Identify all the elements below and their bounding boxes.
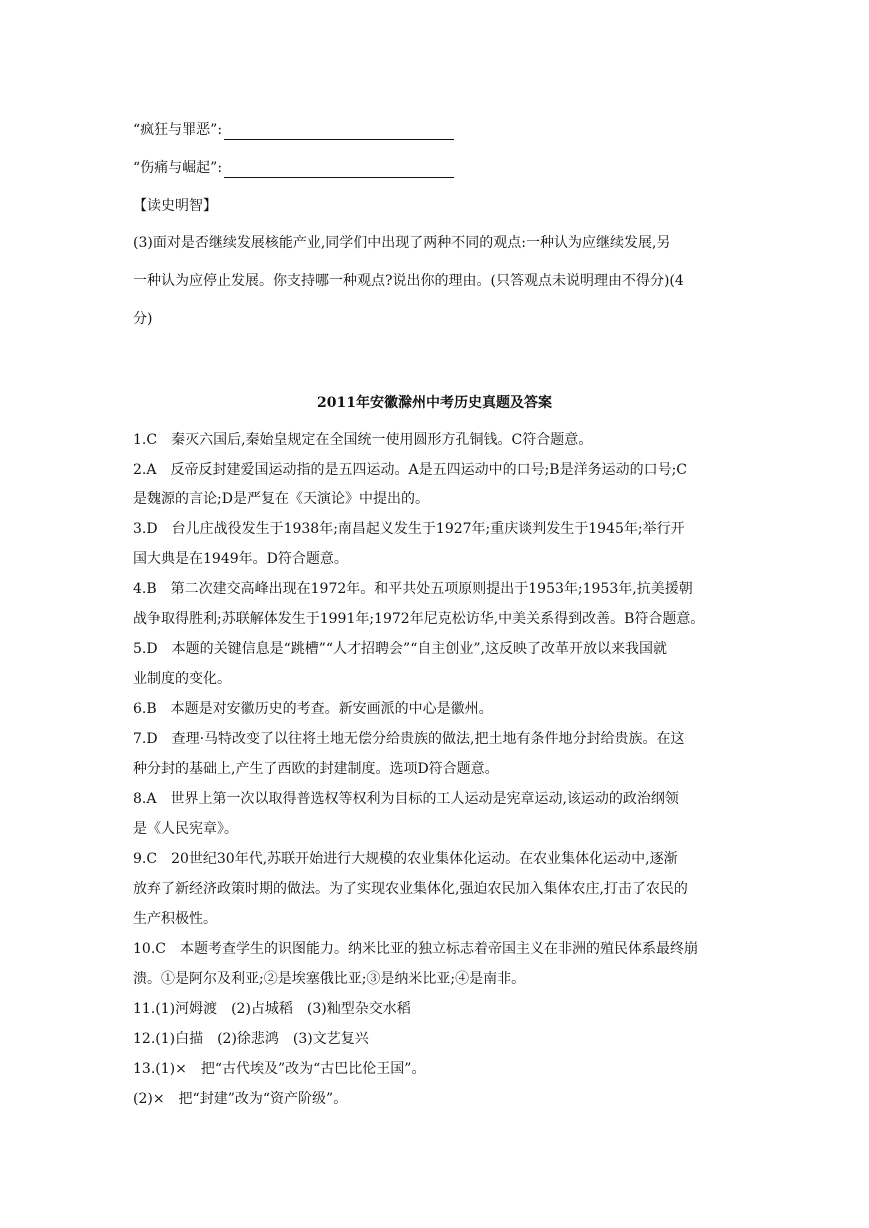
question-3-line: (3)面对是否继续发展核能产业,同学们中出现了两种不同的观点:一种认为应继续发展,另 <box>133 235 671 251</box>
answer-line: 13.(1)× 把“古代埃及”改为“古巴比伦王国”。 <box>133 1061 426 1077</box>
question-3-line: 一种认为应停止发展。你支持哪一种观点?说出你的理由。(只答观点未说明理由不得分)(4 <box>133 273 684 289</box>
answer-line: 业制度的变化。 <box>133 671 231 687</box>
fill-item-pain-and-rise <box>133 158 454 178</box>
answer-line: 4.B 第二次建交高峰出现在1972年。和平共处五项原则提出于1953年;1953年,抗美援朝 <box>133 581 693 597</box>
answer-line: 种分封的基础上,产生了西欧的封建制度。选项D符合题意。 <box>133 761 499 777</box>
fill-item-label: “疯狂与罪恶”: <box>133 122 223 138</box>
answer-line: 国大典是在1949年。D符合题意。 <box>133 551 348 567</box>
answer-line: 战争取得胜利;苏联解体发生于1991年;1972年尼克松访华,中美关系得到改善。B符合题意。 <box>133 611 705 627</box>
answer-blank-line <box>224 161 454 178</box>
answer-line: 11.(1)河姆渡 (2)占城稻 (3)籼型杂交水稻 <box>133 1001 411 1017</box>
answer-line: 是《人民宪章》。 <box>133 821 238 837</box>
fill-item-label: “伤痛与崛起”: <box>133 160 223 176</box>
answer-line: 2.A 反帝反封建爱国运动指的是五四运动。A是五四运动中的口号;B是洋务运动的口号;C <box>133 462 688 478</box>
answer-line: 7.D 查理·马特改变了以往将土地无偿分给贵族的做法,把土地有条件地分封给贵族。在这 <box>133 731 685 747</box>
section-heading: 【读史明智】 <box>133 198 217 214</box>
answer-line: 生产积极性。 <box>133 911 217 927</box>
fill-item-madness-and-evil <box>133 120 454 140</box>
answer-blank-line <box>224 123 454 140</box>
answer-line: 6.B 本题是对安徽历史的考查。新安画派的中心是徽州。 <box>133 701 493 717</box>
question-3-line: 分) <box>133 311 153 327</box>
answer-line: 溃。①是阿尔及利亚;②是埃塞俄比亚;③是纳米比亚;④是南非。 <box>133 971 526 987</box>
answer-line: 8.A 世界上第一次以取得普选权等权利为目标的工人运动是宪章运动,该运动的政治纲领 <box>133 791 679 807</box>
answer-line: 10.C 本题考查学生的识图能力。纳米比亚的独立标志着帝国主义在非洲的殖民体系最终崩 <box>133 941 698 957</box>
answer-line: 5.D 本题的关键信息是“跳槽”“人才招聘会”“自主创业”,这反映了改革开放以来我国就 <box>133 641 667 657</box>
answer-line: 1.C 秦灭六国后,秦始皇规定在全国统一使用圆形方孔铜钱。C符合题意。 <box>133 432 593 448</box>
answer-line: (2)× 把“封建”改为“资产阶级”。 <box>133 1091 348 1107</box>
answer-line: 3.D 台儿庄战役发生于1938年;南昌起义发生于1927年;重庆谈判发生于1945年;举行开 <box>133 521 685 537</box>
answer-line: 放弃了新经济政策时期的做法。为了实现农业集体化,强迫农民加入集体农庄,打击了农民的 <box>133 881 688 897</box>
answer-line: 12.(1)白描 (2)徐悲鸿 (3)文艺复兴 <box>133 1031 369 1047</box>
answer-line: 9.C 20世纪30年代,苏联开始进行大规模的农业集体化运动。在农业集体化运动中,逐渐 <box>133 851 678 867</box>
answer-line: 是魏源的言论;D是严复在《天演论》中提出的。 <box>133 491 429 507</box>
answer-title: 2011年安徽滁州中考历史真题及答案 <box>317 395 552 411</box>
